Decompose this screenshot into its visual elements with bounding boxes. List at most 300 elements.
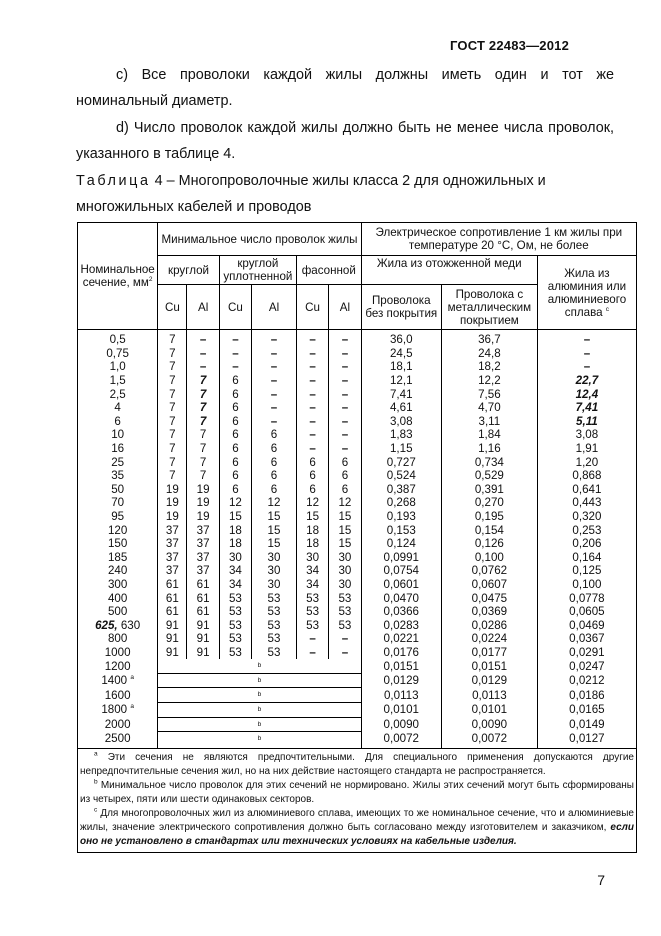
value-cell: – bbox=[219, 360, 251, 374]
value-cell: 7 bbox=[158, 442, 187, 456]
value-cell: 0,153 bbox=[361, 523, 441, 537]
header-bare: Проволока без покрытия bbox=[361, 285, 441, 330]
value-cell: 15 bbox=[296, 510, 328, 524]
value-cell: 6 bbox=[296, 455, 328, 469]
value-cell: 1,15 bbox=[361, 442, 441, 456]
value-cell: – bbox=[329, 401, 361, 415]
value-cell: 0,0186 bbox=[537, 688, 636, 703]
value-cell: 0,0991 bbox=[361, 551, 441, 565]
value-cell: 24,8 bbox=[441, 347, 537, 361]
caption-word: Таблица bbox=[76, 173, 151, 189]
value-cell: 0,320 bbox=[537, 510, 636, 524]
value-cell: 18 bbox=[219, 523, 251, 537]
section-cell: 2,5 bbox=[78, 387, 158, 401]
value-cell: – bbox=[329, 415, 361, 429]
value-cell: 0,387 bbox=[361, 483, 441, 497]
value-cell: – bbox=[252, 374, 297, 388]
value-cell: 53 bbox=[252, 646, 297, 660]
value-cell: 0,0177 bbox=[441, 646, 537, 660]
value-cell: 0,727 bbox=[361, 455, 441, 469]
value-cell: 0,100 bbox=[441, 551, 537, 565]
value-cell: 34 bbox=[296, 564, 328, 578]
value-cell: 19 bbox=[158, 496, 187, 510]
value-cell: – bbox=[329, 347, 361, 361]
section-cell: 50 bbox=[78, 483, 158, 497]
table-row bbox=[78, 442, 637, 456]
section-cell: 1600 bbox=[78, 688, 158, 703]
value-cell: 34 bbox=[219, 578, 251, 592]
value-cell: – bbox=[187, 347, 219, 361]
value-cell: 19 bbox=[187, 510, 219, 524]
value-cell: 7 bbox=[158, 401, 187, 415]
table-row bbox=[78, 387, 637, 401]
value-cell: 61 bbox=[187, 605, 219, 619]
value-cell: 6 bbox=[219, 401, 251, 415]
section-cell: 300 bbox=[78, 578, 158, 592]
value-cell: 0,100 bbox=[537, 578, 636, 592]
value-cell: 30 bbox=[252, 564, 297, 578]
value-cell: 0,0475 bbox=[441, 591, 537, 605]
value-cell: 0,529 bbox=[441, 469, 537, 483]
value-cell: 30 bbox=[329, 564, 361, 578]
table-row bbox=[78, 717, 637, 732]
value-cell: 30 bbox=[252, 578, 297, 592]
section-cell: 120 bbox=[78, 523, 158, 537]
value-cell: 53 bbox=[219, 618, 251, 632]
value-cell: 0,0283 bbox=[361, 618, 441, 632]
value-cell: 6 bbox=[329, 483, 361, 497]
value-cell: 0,443 bbox=[537, 496, 636, 510]
value-cell: – bbox=[296, 632, 328, 646]
value-cell: 18,1 bbox=[361, 360, 441, 374]
value-cell: 37 bbox=[187, 551, 219, 565]
value-cell: – bbox=[296, 360, 328, 374]
section-cell: 1400 $^а$ bbox=[78, 673, 158, 688]
header-annealed-copper: Жила из отожженной меди bbox=[361, 256, 537, 285]
value-cell: 0,0072 bbox=[441, 732, 537, 749]
value-cell: – bbox=[537, 330, 636, 347]
value-cell: 7 bbox=[187, 428, 219, 442]
value-cell: 37 bbox=[158, 523, 187, 537]
value-cell: 19 bbox=[158, 483, 187, 497]
header-cu: Cu bbox=[296, 285, 328, 330]
value-cell: 12,1 bbox=[361, 374, 441, 388]
section-cell: 70 bbox=[78, 496, 158, 510]
value-cell: 0,868 bbox=[537, 469, 636, 483]
page-number: 7 bbox=[597, 872, 605, 888]
value-cell: 0,124 bbox=[361, 537, 441, 551]
value-cell: 0,0221 bbox=[361, 632, 441, 646]
value-cell: 6 bbox=[219, 455, 251, 469]
table-row bbox=[78, 659, 637, 673]
value-cell: 0,734 bbox=[441, 455, 537, 469]
value-cell: 0,253 bbox=[537, 523, 636, 537]
value-cell: 0,0090 bbox=[361, 717, 441, 732]
table-row bbox=[78, 578, 637, 592]
value-cell: 53 bbox=[252, 618, 297, 632]
table-row bbox=[78, 688, 637, 703]
value-cell: 0,0286 bbox=[441, 618, 537, 632]
value-cell: 0,0113 bbox=[361, 688, 441, 703]
value-cell: 4,70 bbox=[441, 401, 537, 415]
value-cell: 53 bbox=[219, 591, 251, 605]
table-caption bbox=[76, 168, 616, 220]
table-row bbox=[78, 605, 637, 619]
value-cell: 6 bbox=[296, 483, 328, 497]
value-cell: 0,0129 bbox=[441, 673, 537, 688]
value-cell: 0,126 bbox=[441, 537, 537, 551]
header-cu: Cu bbox=[158, 285, 187, 330]
table-row bbox=[78, 469, 637, 483]
table-row bbox=[78, 703, 637, 718]
value-cell: 53 bbox=[329, 591, 361, 605]
header-al: Al bbox=[252, 285, 297, 330]
merged-note-cell: b bbox=[158, 688, 361, 703]
value-cell: 91 bbox=[158, 646, 187, 660]
section-cell: 500 bbox=[78, 605, 158, 619]
value-cell: 7 bbox=[158, 469, 187, 483]
value-cell: – bbox=[252, 401, 297, 415]
value-cell: 5,11 bbox=[537, 415, 636, 429]
value-cell: 18 bbox=[219, 537, 251, 551]
value-cell: – bbox=[187, 360, 219, 374]
value-cell: 18,2 bbox=[441, 360, 537, 374]
value-cell: 30 bbox=[296, 551, 328, 565]
value-cell: – bbox=[219, 347, 251, 361]
value-cell: 0,0165 bbox=[537, 703, 636, 718]
section-cell: 16 bbox=[78, 442, 158, 456]
value-cell: – bbox=[296, 428, 328, 442]
section-cell: 1000 bbox=[78, 646, 158, 660]
header-round-compact: круглой уплотненной bbox=[219, 256, 296, 285]
header-shaped: фасонной bbox=[296, 256, 361, 285]
value-cell: 0,0369 bbox=[441, 605, 537, 619]
value-cell: 0,206 bbox=[537, 537, 636, 551]
value-cell: 6 bbox=[219, 387, 251, 401]
value-cell: – bbox=[537, 360, 636, 374]
value-cell: 37 bbox=[187, 564, 219, 578]
value-cell: 6 bbox=[252, 483, 297, 497]
value-cell: 15 bbox=[329, 510, 361, 524]
section-cell: 240 bbox=[78, 564, 158, 578]
value-cell: 0,641 bbox=[537, 483, 636, 497]
value-cell: – bbox=[296, 330, 328, 347]
value-cell: 6 bbox=[252, 442, 297, 456]
value-cell: 91 bbox=[158, 618, 187, 632]
value-cell: – bbox=[296, 646, 328, 660]
paragraph-c: c) Все проволоки каждой жилы должны иметь один и тот же номинальный диаметр. bbox=[76, 67, 614, 109]
section-cell: 150 bbox=[78, 537, 158, 551]
table-row bbox=[78, 537, 637, 551]
value-cell: 53 bbox=[252, 591, 297, 605]
section-cell: 25 bbox=[78, 455, 158, 469]
value-cell: 53 bbox=[329, 605, 361, 619]
value-cell: 37 bbox=[187, 537, 219, 551]
value-cell: 53 bbox=[219, 646, 251, 660]
value-cell: 0,125 bbox=[537, 564, 636, 578]
value-cell: 0,0605 bbox=[537, 605, 636, 619]
section-cell: 625, 630 bbox=[78, 618, 158, 632]
value-cell: 7 bbox=[187, 469, 219, 483]
table-row bbox=[78, 523, 637, 537]
value-cell: 30 bbox=[329, 578, 361, 592]
value-cell: 91 bbox=[187, 646, 219, 660]
merged-note-cell: b bbox=[158, 732, 361, 749]
merged-note-cell: b bbox=[158, 703, 361, 718]
section-cell: 400 bbox=[78, 591, 158, 605]
value-cell: 53 bbox=[296, 618, 328, 632]
section-cell: 0,5 bbox=[78, 330, 158, 347]
section-cell: 6 bbox=[78, 415, 158, 429]
value-cell: 6 bbox=[329, 469, 361, 483]
value-cell: 6 bbox=[329, 455, 361, 469]
value-cell: 0,0778 bbox=[537, 591, 636, 605]
table-row bbox=[78, 428, 637, 442]
value-cell: – bbox=[329, 632, 361, 646]
value-cell: 6 bbox=[219, 374, 251, 388]
table-row bbox=[78, 673, 637, 688]
value-cell: 37 bbox=[158, 551, 187, 565]
value-cell: 0,0127 bbox=[537, 732, 636, 749]
value-cell: 0,154 bbox=[441, 523, 537, 537]
value-cell: 7 bbox=[158, 360, 187, 374]
value-cell: 7 bbox=[158, 347, 187, 361]
header-al: Al bbox=[187, 285, 219, 330]
value-cell: 0,0101 bbox=[361, 703, 441, 718]
value-cell: – bbox=[252, 360, 297, 374]
table-row bbox=[78, 618, 637, 632]
value-cell: 37 bbox=[158, 564, 187, 578]
value-cell: 53 bbox=[219, 605, 251, 619]
header-coated: Проволока с металлическим покрытием bbox=[441, 285, 537, 330]
table-notes bbox=[78, 748, 637, 852]
table-row bbox=[78, 632, 637, 646]
value-cell: – bbox=[252, 347, 297, 361]
table-row bbox=[78, 646, 637, 660]
value-cell: 0,0129 bbox=[361, 673, 441, 688]
header-aluminium: Жила из алюминия или алюминиевого сплава $^с$ bbox=[537, 256, 636, 330]
value-cell: 53 bbox=[296, 605, 328, 619]
value-cell: – bbox=[329, 442, 361, 456]
value-cell: 61 bbox=[158, 578, 187, 592]
value-cell: – bbox=[329, 387, 361, 401]
value-cell: 91 bbox=[187, 632, 219, 646]
section-cell: 1,5 bbox=[78, 374, 158, 388]
value-cell: 15 bbox=[329, 537, 361, 551]
value-cell: 0,391 bbox=[441, 483, 537, 497]
value-cell: 7,41 bbox=[537, 401, 636, 415]
value-cell: 0,0366 bbox=[361, 605, 441, 619]
value-cell: 3,11 bbox=[441, 415, 537, 429]
value-cell: 7 bbox=[187, 442, 219, 456]
value-cell: 53 bbox=[252, 605, 297, 619]
table-row bbox=[78, 551, 637, 565]
value-cell: 0,524 bbox=[361, 469, 441, 483]
value-cell: 91 bbox=[158, 632, 187, 646]
value-cell: – bbox=[187, 330, 219, 347]
value-cell: 53 bbox=[329, 618, 361, 632]
value-cell: 18 bbox=[296, 523, 328, 537]
value-cell: 0,270 bbox=[441, 496, 537, 510]
value-cell: 0,0072 bbox=[361, 732, 441, 749]
value-cell: 7 bbox=[187, 415, 219, 429]
value-cell: 0,195 bbox=[441, 510, 537, 524]
merged-note-cell: b bbox=[158, 717, 361, 732]
value-cell: 3,08 bbox=[361, 415, 441, 429]
value-cell: 36,0 bbox=[361, 330, 441, 347]
value-cell: 12 bbox=[252, 496, 297, 510]
value-cell: 61 bbox=[158, 591, 187, 605]
value-cell: 19 bbox=[187, 483, 219, 497]
value-cell: – bbox=[296, 415, 328, 429]
value-cell: 1,83 bbox=[361, 428, 441, 442]
section-cell: 2500 bbox=[78, 732, 158, 749]
value-cell: 0,0224 bbox=[441, 632, 537, 646]
section-cell: 1200 bbox=[78, 659, 158, 673]
value-cell: 0,0291 bbox=[537, 646, 636, 660]
value-cell: – bbox=[252, 415, 297, 429]
value-cell: 61 bbox=[187, 578, 219, 592]
value-cell: 0,0090 bbox=[441, 717, 537, 732]
value-cell: 0,164 bbox=[537, 551, 636, 565]
value-cell: 0,0754 bbox=[361, 564, 441, 578]
value-cell: – bbox=[252, 330, 297, 347]
value-cell: 15 bbox=[219, 510, 251, 524]
table-row bbox=[78, 732, 637, 749]
table-row bbox=[78, 415, 637, 429]
value-cell: 0,0367 bbox=[537, 632, 636, 646]
value-cell: 0,0176 bbox=[361, 646, 441, 660]
header-resistance: Электрическое сопротивление 1 км жилы при температуре 20 °С, Ом, не более bbox=[361, 223, 636, 256]
table-row bbox=[78, 330, 637, 347]
header-al: Al bbox=[329, 285, 361, 330]
section-cell: 1,0 bbox=[78, 360, 158, 374]
table-row bbox=[78, 510, 637, 524]
value-cell: 6 bbox=[252, 469, 297, 483]
value-cell: 7 bbox=[158, 374, 187, 388]
value-cell: 6 bbox=[252, 455, 297, 469]
table-row bbox=[78, 591, 637, 605]
value-cell: 53 bbox=[252, 632, 297, 646]
table-row bbox=[78, 455, 637, 469]
value-cell: 6 bbox=[219, 428, 251, 442]
note-a: $^а$ Эти сечения не являются предпочтительными. Для специального применения допускаются другие непредпочтительные сечения жил, но на них действие настоящего стандарта не распространяется. bbox=[80, 750, 634, 777]
table-row bbox=[78, 564, 637, 578]
value-cell: – bbox=[296, 401, 328, 415]
value-cell: 7 bbox=[187, 455, 219, 469]
section-cell: 185 bbox=[78, 551, 158, 565]
value-cell: 12 bbox=[329, 496, 361, 510]
value-cell: 24,5 bbox=[361, 347, 441, 361]
value-cell: 0,0151 bbox=[361, 659, 441, 673]
value-cell: 22,7 bbox=[537, 374, 636, 388]
value-cell: 30 bbox=[252, 551, 297, 565]
value-cell: 0,0469 bbox=[537, 618, 636, 632]
value-cell: 4,61 bbox=[361, 401, 441, 415]
value-cell: 34 bbox=[219, 564, 251, 578]
value-cell: 6 bbox=[296, 469, 328, 483]
value-cell: 7 bbox=[187, 387, 219, 401]
value-cell: 19 bbox=[158, 510, 187, 524]
value-cell: – bbox=[537, 347, 636, 361]
header-cu: Cu bbox=[219, 285, 251, 330]
section-cell: 800 bbox=[78, 632, 158, 646]
merged-note-cell: b bbox=[158, 659, 361, 673]
section-cell: 35 bbox=[78, 469, 158, 483]
table-row bbox=[78, 347, 637, 361]
value-cell: 1,84 bbox=[441, 428, 537, 442]
value-cell: 0,268 bbox=[361, 496, 441, 510]
value-cell: 53 bbox=[219, 632, 251, 646]
value-cell: 37 bbox=[158, 537, 187, 551]
value-cell: 12,2 bbox=[441, 374, 537, 388]
value-cell: 91 bbox=[187, 618, 219, 632]
value-cell: 3,08 bbox=[537, 428, 636, 442]
value-cell: 61 bbox=[187, 591, 219, 605]
value-cell: – bbox=[329, 428, 361, 442]
value-cell: 30 bbox=[219, 551, 251, 565]
value-cell: – bbox=[296, 374, 328, 388]
value-cell: 1,20 bbox=[537, 455, 636, 469]
value-cell: – bbox=[329, 330, 361, 347]
table-row bbox=[78, 401, 637, 415]
table-row bbox=[78, 496, 637, 510]
value-cell: – bbox=[329, 646, 361, 660]
value-cell: 7,56 bbox=[441, 387, 537, 401]
section-cell: 1800 $^а$ bbox=[78, 703, 158, 718]
value-cell: 12 bbox=[296, 496, 328, 510]
value-cell: 0,0212 bbox=[537, 673, 636, 688]
value-cell: 1,16 bbox=[441, 442, 537, 456]
section-cell: 2000 bbox=[78, 717, 158, 732]
value-cell: 0,0470 bbox=[361, 591, 441, 605]
note-b: $^b$ Минимальное число проволок для этих сечений не нормировано. Жилы этих сечений могут быть сформированы из четырех, пяти или шести одинаковых секторов. bbox=[80, 778, 634, 805]
value-cell: 15 bbox=[252, 523, 297, 537]
value-cell: 6 bbox=[219, 469, 251, 483]
value-cell: – bbox=[329, 360, 361, 374]
header-round: круглой bbox=[158, 256, 220, 285]
value-cell: 7 bbox=[158, 330, 187, 347]
header-min-wires: Минимальное число проволок жилы bbox=[158, 223, 361, 256]
value-cell: 0,0101 bbox=[441, 703, 537, 718]
section-cell: 4 bbox=[78, 401, 158, 415]
value-cell: 7,41 bbox=[361, 387, 441, 401]
value-cell: – bbox=[296, 347, 328, 361]
value-cell: – bbox=[296, 387, 328, 401]
value-cell: 7 bbox=[158, 387, 187, 401]
value-cell: 6 bbox=[219, 442, 251, 456]
wires-table bbox=[77, 222, 637, 853]
value-cell: 7 bbox=[158, 455, 187, 469]
value-cell: 0,0113 bbox=[441, 688, 537, 703]
value-cell: 1,91 bbox=[537, 442, 636, 456]
value-cell: 15 bbox=[252, 510, 297, 524]
value-cell: 0,0149 bbox=[537, 717, 636, 732]
value-cell: 34 bbox=[296, 578, 328, 592]
value-cell: 0,0607 bbox=[441, 578, 537, 592]
value-cell: – bbox=[252, 387, 297, 401]
standard-number: ГОСТ 22483—2012 bbox=[450, 38, 569, 53]
value-cell: 18 bbox=[296, 537, 328, 551]
value-cell: 15 bbox=[329, 523, 361, 537]
value-cell: – bbox=[296, 442, 328, 456]
value-cell: 7 bbox=[158, 428, 187, 442]
section-cell: 10 bbox=[78, 428, 158, 442]
value-cell: 0,193 bbox=[361, 510, 441, 524]
value-cell: 7 bbox=[158, 415, 187, 429]
value-cell: 37 bbox=[187, 523, 219, 537]
value-cell: 0,0762 bbox=[441, 564, 537, 578]
